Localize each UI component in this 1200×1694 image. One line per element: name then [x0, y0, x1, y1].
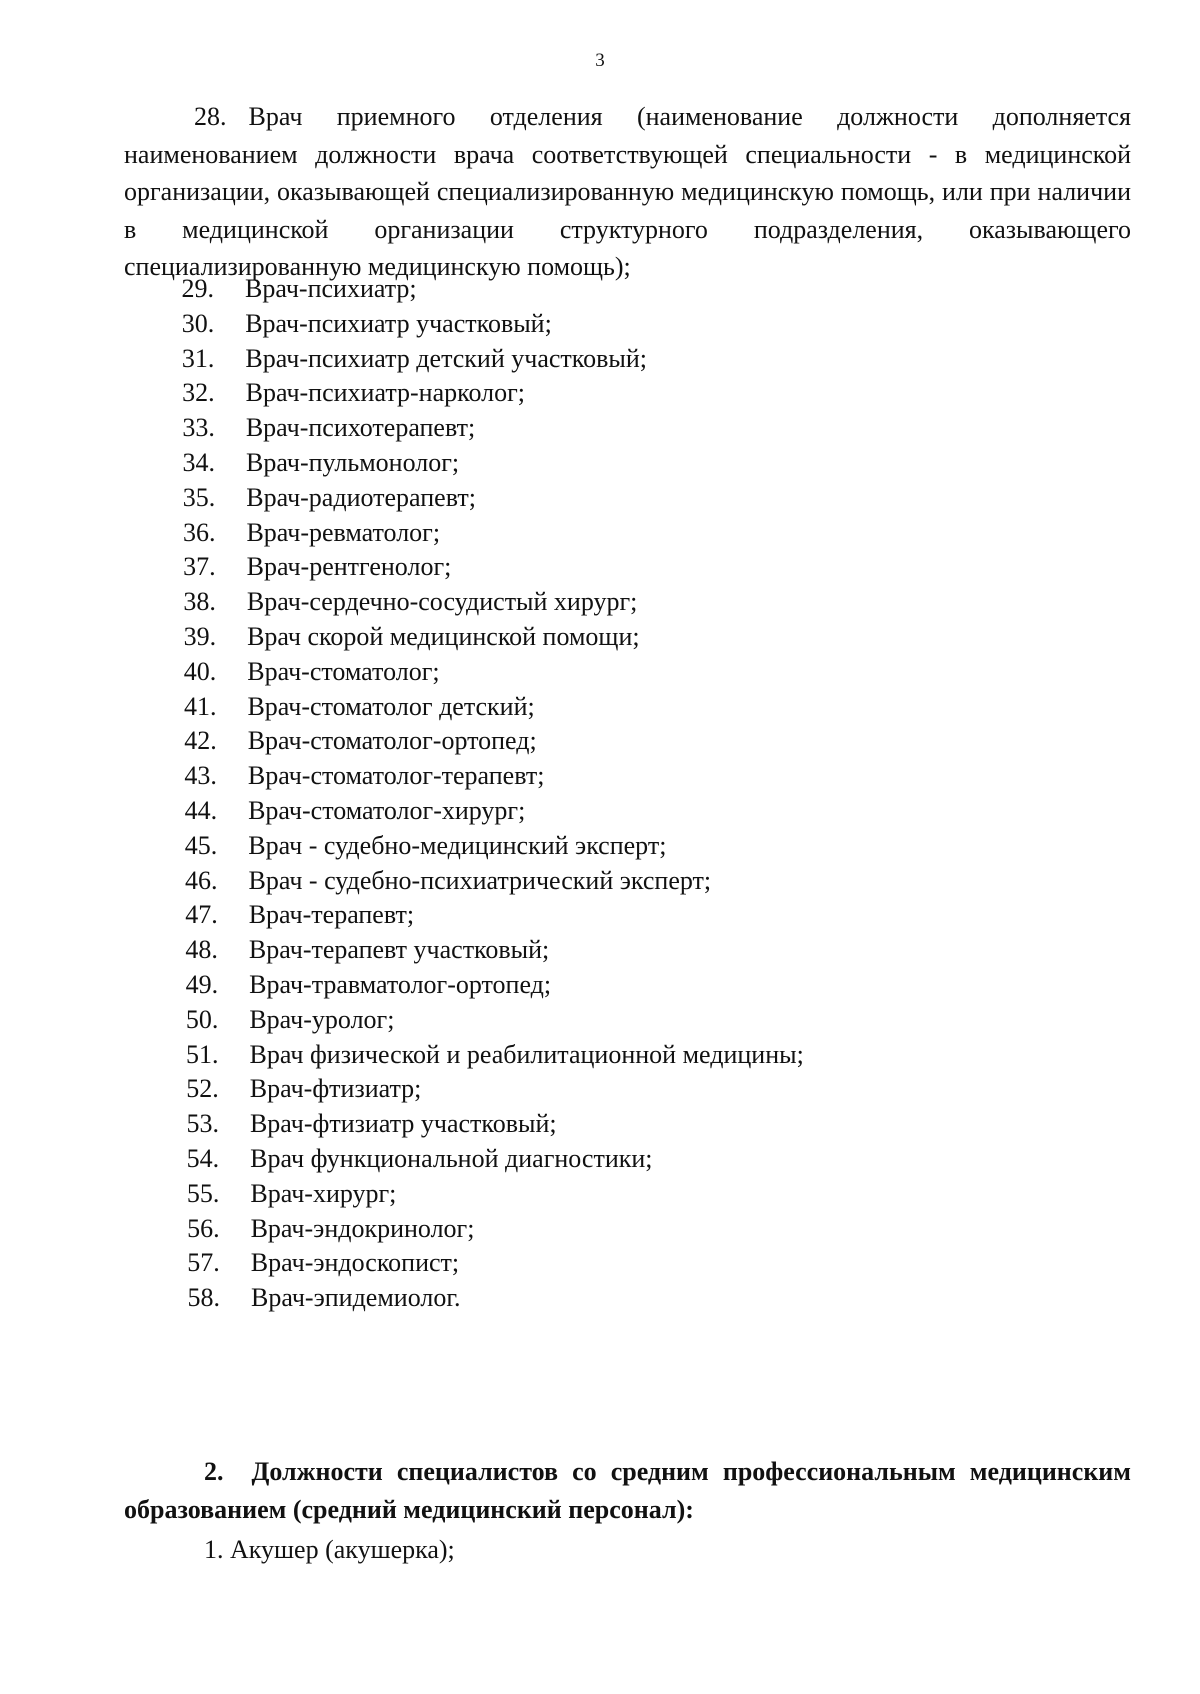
list-item-number: 29. [181, 274, 214, 303]
list-item-number: 46. [185, 865, 218, 895]
list-item-text: Врач-стоматолог-терапевт; [247, 761, 545, 791]
intro-item-text: Врач приемного отделения (наименование должности дополняется наименованием должности врача соответствующей специальности - в медицинской организации, оказывающей специализированную медицинскую помощь, или при наличии в медицинской организации структурного подразделения, оказывающего специализированную медицинскую помощь); [124, 102, 1131, 281]
list-item-number: 36. [182, 517, 216, 547]
list-item-text: Врач-эндоскопист; [250, 1248, 460, 1278]
list-item-text: Врач-эндокринолог; [250, 1213, 475, 1243]
list-item-text: Врач-уролог; [249, 1004, 395, 1034]
list-item-text: Врач-психиатр; [245, 274, 417, 303]
list-item-number: 48. [185, 935, 218, 965]
list-item-text: Врач скорой медицинской помощи; [247, 622, 640, 651]
list-item-text: Врач функциональной диагностики; [250, 1144, 653, 1173]
list-item-number: 40. [183, 656, 217, 686]
list-item-text: Врач-терапевт; [248, 900, 415, 930]
section-first-item: 1. Акушер (акушерка); [204, 1535, 455, 1564]
list-item-number: 51. [186, 1039, 219, 1069]
list-item-text: Врач-фтизиатр; [249, 1074, 422, 1104]
section-number: 2. [204, 1457, 224, 1486]
list-item-number: 32. [182, 378, 215, 408]
list-item-number: 33. [182, 413, 215, 443]
list-item-text: Врач-эпидемиолог. [251, 1283, 461, 1313]
section-heading-text: Должности специалистов со средним профессиональным медицинским образованием (средний медицинский персонал): [124, 1457, 1131, 1524]
list-item-text: Врач-радиотерапевт; [246, 482, 476, 512]
list-item-number: 41. [183, 691, 217, 721]
list-item-number: 54. [186, 1144, 220, 1173]
list-item-number: 37. [183, 552, 216, 582]
list-item-text: Врач-стоматолог; [247, 656, 440, 686]
list-item-text: Врач-психиатр участковый; [245, 308, 552, 338]
list-item-text: Врач-стоматолог детский; [247, 691, 535, 721]
list-item-number: 34. [182, 448, 216, 477]
list-item-text: Врач-стоматолог-ортопед; [247, 726, 537, 756]
list-item-text: Врач-фтизиатр участковый; [249, 1109, 557, 1139]
list-item-text: Врач-терапевт участковый; [248, 935, 550, 965]
list-item-text: Врач-стоматолог-хирург; [248, 796, 526, 825]
list-item-text: Врач-психиатр детский участковый; [245, 343, 647, 373]
list-item-text: Врач-хирург; [250, 1178, 397, 1208]
list-item-number: 49. [185, 970, 219, 999]
list-item-number: 43. [184, 761, 217, 791]
intro-list-item [124, 98, 1131, 286]
list-item-text: Врач-пульмонолог; [246, 448, 460, 477]
list-item-text: Врач-ревматолог; [246, 517, 441, 547]
list-item-number: 39. [183, 622, 217, 651]
list-item-text: Врач - судебно-психиатрический эксперт; [248, 865, 712, 895]
list-item-text: Врач-травматолог-ортопед; [249, 970, 552, 999]
list-item-number: 42. [184, 726, 217, 756]
list-item-number: 55. [186, 1178, 220, 1208]
list-item-number: 45. [184, 830, 218, 860]
list-item-number: 38. [183, 587, 216, 617]
list-item-text: Врач - судебно-медицинский эксперт; [248, 830, 667, 860]
list-item-number: 35. [182, 482, 216, 512]
list-item-text: Врач-рентгенолог; [246, 552, 452, 582]
intro-item-number: 28. [194, 102, 227, 131]
list-item-number: 57. [187, 1248, 220, 1278]
list-item-number: 47. [185, 900, 218, 930]
list-item-number: 31. [181, 343, 215, 373]
list-item-text: Врач-психотерапевт; [245, 413, 476, 443]
list-item-number: 50. [185, 1004, 219, 1034]
list-item-text: Врач-сердечно-сосудистый хирург; [246, 587, 638, 617]
page-number: 3 [595, 50, 605, 71]
list-item-text: Врач-психиатр-нарколог; [245, 378, 525, 408]
list-item-number: 30. [181, 308, 215, 338]
list-item-number: 56. [187, 1213, 220, 1243]
section-heading [124, 1453, 1131, 1528]
list-item-number: 44. [184, 796, 218, 825]
list-item-number: 53. [186, 1109, 219, 1139]
list-item-number: 52. [186, 1074, 219, 1104]
list-item-text: Врач физической и реабилитационной медицины; [249, 1039, 804, 1069]
list-item-number: 58. [187, 1283, 220, 1313]
